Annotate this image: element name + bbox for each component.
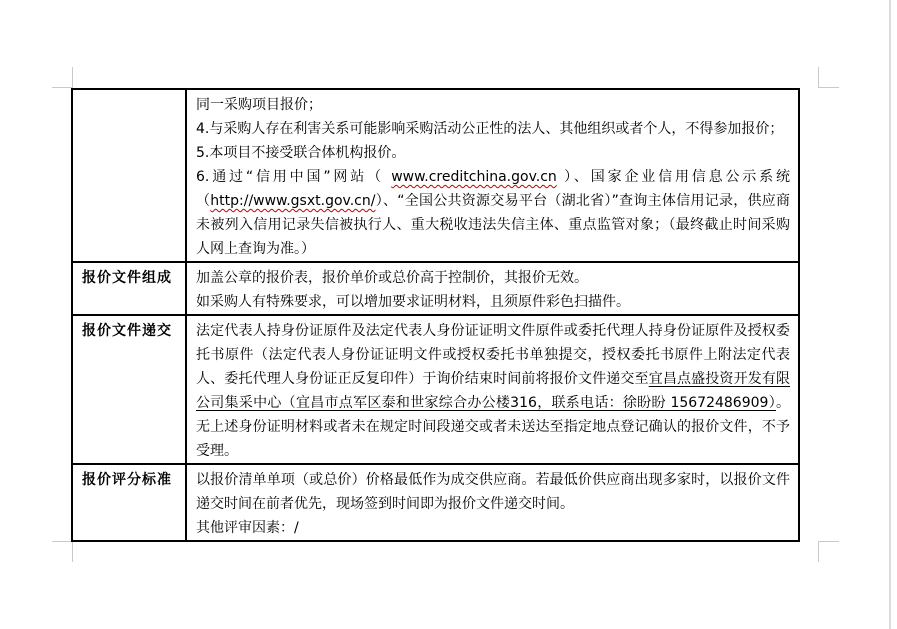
table-row-document-submission	[72, 315, 799, 464]
row-label-submission[interactable]: 报价文件递交	[72, 315, 186, 464]
cell-submission-text[interactable]	[186, 315, 799, 464]
row-label-scoring[interactable]: 报价评分标准	[72, 464, 186, 541]
cell-qualification-text[interactable]	[186, 89, 799, 262]
procurement-table	[71, 88, 800, 542]
crop-mark-top-right	[818, 67, 839, 88]
table-row-scoring-criteria	[72, 464, 799, 541]
table-row-qualification-continued	[72, 89, 799, 262]
crop-mark-top-left	[52, 67, 73, 88]
paragraph	[196, 319, 790, 463]
paragraph: 同一采购项目报价；	[196, 97, 322, 113]
url-creditchina: www.creditchina.gov.cn	[391, 169, 557, 185]
table-row-document-composition	[72, 262, 799, 315]
text-segment: 6.通过“信用中国”网站（	[196, 169, 392, 185]
paragraph: 其他评审因素：/	[196, 520, 299, 536]
paragraph: 加盖公章的报价表，报价单价或总价高于控制价，其报价无效。	[196, 270, 588, 286]
row-label-empty[interactable]	[72, 89, 186, 262]
paragraph: 4.与采购人存在利害关系可能影响采购活动公正性的法人、其他组织或者个人，不得参加报价；	[196, 121, 784, 137]
text-segment: 。无上述身份证明材料或者未在规定时间段递交或者未送达至指定地点登记确认的报价文件，不予受理。	[196, 395, 790, 459]
paragraph: 以报价清单单项（或总价）价格最低作为成交供应商。若最低价供应商出现多家时，以报价文件递交时间在前者优先，现场签到时间即为报价文件递交时间。	[196, 472, 790, 512]
crop-mark-bottom-right	[818, 541, 839, 562]
text-segment: 法定代表人持身份证原件及法定代表人身份证证明文件原件或委托代理人持身份证原件及授权委托书原件（法定代表人身份证证明文件或授权委托书单独提交，授权委托书原件上附法定代表人、委托代理人身份证正反复印件）于询价结束时间前将报价文件递交至	[196, 323, 790, 387]
row-label-composition[interactable]: 报价文件组成	[72, 262, 186, 315]
paragraph: 5.本项目不接受联合体机构报价。	[196, 145, 406, 161]
page-edge-line	[889, 0, 891, 629]
paragraph	[196, 165, 790, 261]
delivery-location-underlined: 宜昌点盛投资开发有限公司集采中心（宜昌市点军区泰和世家综合办公楼316，联系电话：徐盼盼 15672486909）	[196, 371, 791, 411]
crop-mark-bottom-left	[52, 541, 73, 562]
text-segment: ）、“全国公共资源交易平台（湖北省）”查询主体信用记录，供应商未被列入信用记录失信被执行人、重大税收违法失信主体、重点监管对象；（最终截止时间采购人网上查询为准。）	[196, 193, 790, 257]
url-gsxt: http://www.gsxt.gov.cn/	[210, 193, 376, 209]
paragraph: 如采购人有特殊要求，可以增加要求证明材料，且须原件彩色扫描件。	[196, 294, 630, 310]
cell-scoring-text[interactable]	[186, 464, 799, 541]
text-segment: ）、国家企业信用信息公示系统（	[196, 169, 790, 209]
cell-composition-text[interactable]	[186, 262, 799, 315]
